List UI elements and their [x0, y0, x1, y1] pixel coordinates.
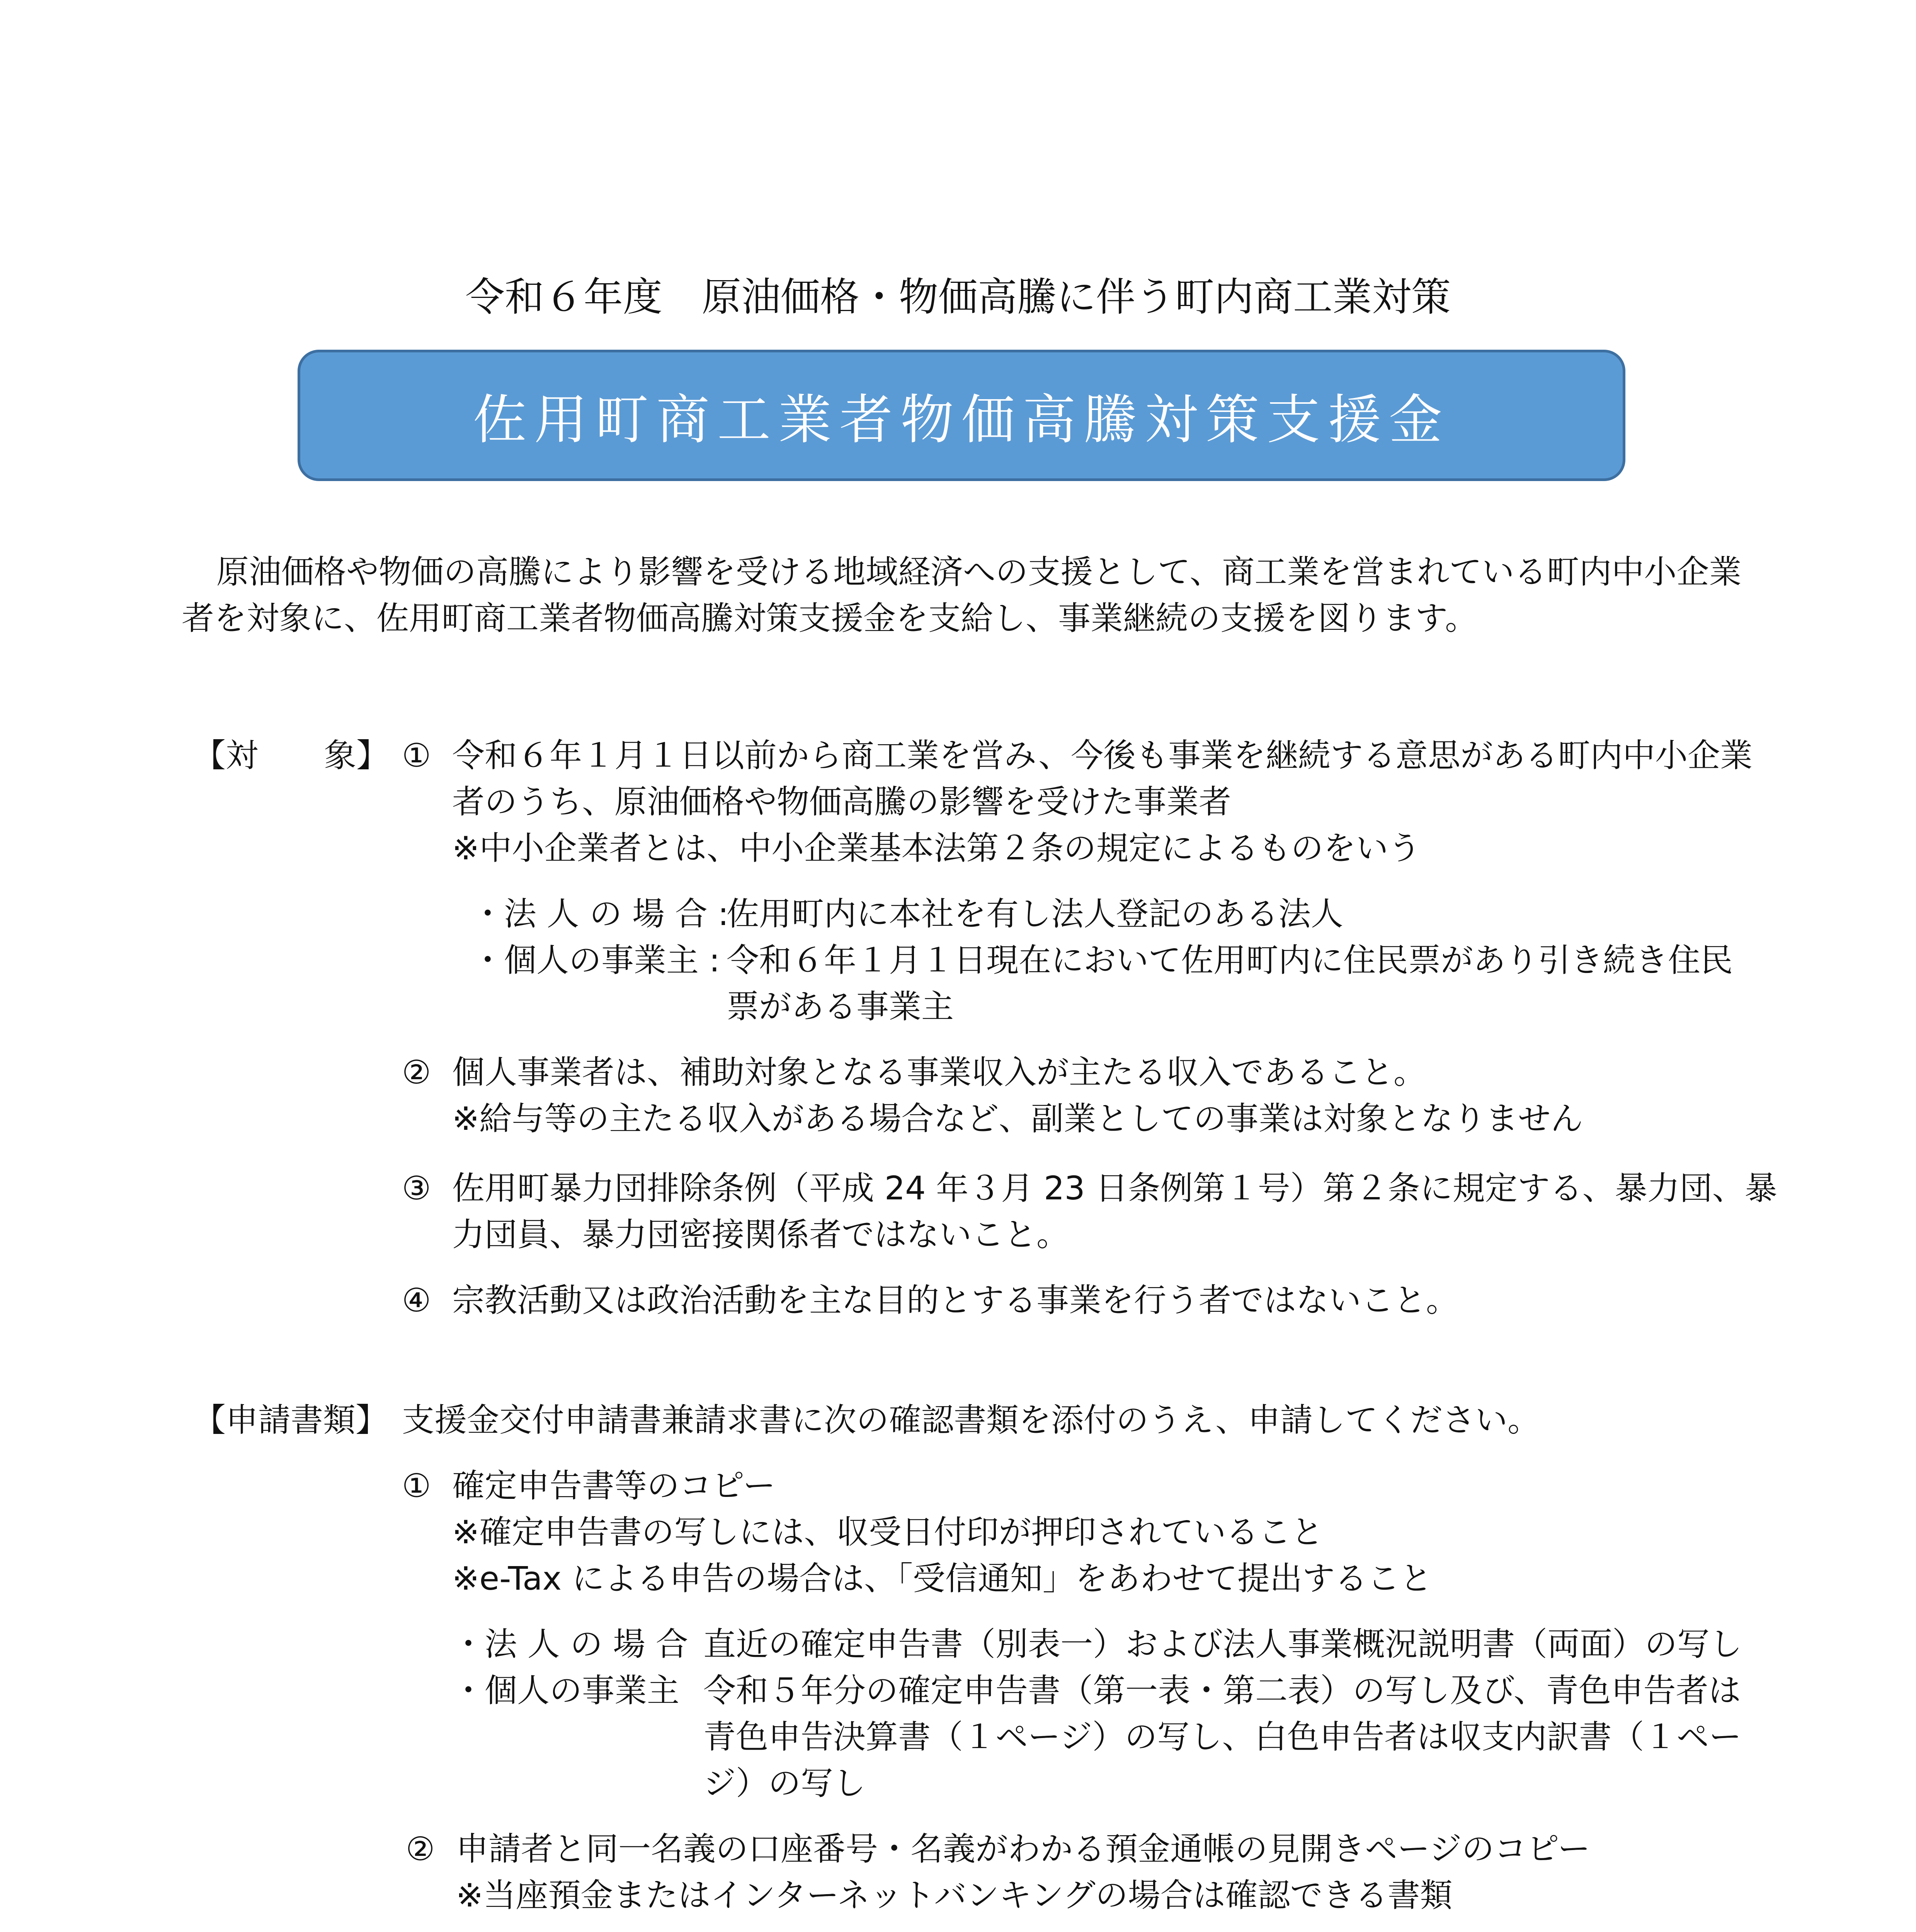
target-corp-label: ・法 人 の 場 合 : [471, 895, 729, 933]
intro-line-1: 原油価格や物価の高騰により影響を受ける地域経済への支援として、商工業を営まれている町内中小企業 [216, 553, 1742, 591]
target-label: 【対 象】 [193, 736, 389, 774]
documents-item1-note1: ※確定申告書の写しには、収受日付印が押印されていること [452, 1513, 1324, 1551]
documents-indiv-line1: 令和５年分の確定申告書（第一表・第二表）の写し及び、青色申告者は [703, 1672, 1741, 1709]
target-item3-num: ③ [402, 1169, 431, 1207]
target-indiv-line1: 令和６年１月１日現在において佐用町内に住民票があり引き続き住民 [727, 941, 1733, 979]
target-item1-note: ※中小企業者とは、中小企業基本法第２条の規定によるものをいう [452, 829, 1421, 867]
target-item3-line2: 力団員、暴力団密接関係者ではないこと。 [452, 1216, 1069, 1253]
documents-text: 支援金交付申請書兼請求書に次の確認書類を添付のうえ、申請してください。 [402, 1401, 1540, 1439]
target-item2-num: ② [402, 1053, 431, 1091]
documents-indiv-line2: 青色申告決算書（１ページ）の写し、白色申告者は収支内訳書（１ペー [703, 1718, 1742, 1756]
target-item2-line2: ※給与等の主たる収入がある場合など、副業としての事業は対象となりません [452, 1100, 1583, 1138]
target-item1-line2: 者のうち、原油価格や物価高騰の影響を受けた事業者 [452, 783, 1232, 821]
documents-indiv-label: ・個人の事業主 [452, 1672, 680, 1709]
target-item4-line1: 宗教活動又は政治活動を主な目的とする事業を行う者ではないこと。 [452, 1281, 1459, 1319]
documents-item1-line1: 確定申告書等のコピー [452, 1467, 776, 1505]
documents-item2-line1: 申請者と同一名義の口座番号・名義がわかる預金通帳の見開きページのコピー [456, 1830, 1590, 1868]
documents-item1-note2: ※e-Tax による申告の場合は、「受信通知」をあわせて提出すること [452, 1560, 1432, 1597]
target-item1-line1: 令和６年１月１日以前から商工業を営み、今後も事業を継続する意思がある町内中小企業 [452, 736, 1753, 774]
target-item2-line1: 個人事業者は、補助対象となる事業収入が主たる収入であること。 [452, 1053, 1426, 1091]
documents-item2-line2: ※当座預金またはインターネットバンキングの場合は確認できる書類 [456, 1876, 1453, 1914]
intro-line-2: 者を対象に、佐用町商工業者物価高騰対策支援金を支給し、事業継続の支援を図ります。 [182, 599, 1478, 637]
documents-corp-text: 直近の確定申告書（別表一）および法人事業概況説明書（両面）の写し [703, 1625, 1742, 1663]
documents-item2-num: ② [406, 1830, 435, 1868]
target-item4-num: ④ [402, 1281, 431, 1319]
documents-indiv-line3: ジ）の写し [703, 1764, 866, 1802]
target-indiv-line2: 票がある事業主 [727, 988, 954, 1026]
title-banner [298, 350, 1625, 481]
page-subtitle: 令和６年度 原油価格・物価高騰に伴う町内商工業対策 [465, 274, 1451, 320]
documents-corp-label: ・法 人 の 場 合 [452, 1625, 688, 1663]
target-indiv-label: ・個人の事業主 : [471, 941, 720, 979]
documents-item1-num: ① [402, 1467, 431, 1505]
target-item1-num: ① [402, 736, 431, 774]
documents-label: 【申請書類】 [193, 1401, 388, 1439]
target-item3-line1: 佐用町暴力団排除条例（平成 24 年３月 23 日条例第１号）第２条に規定する、暴力団、暴 [452, 1169, 1777, 1207]
target-corp-text: 佐用町内に本社を有し法人登記のある法人 [727, 895, 1344, 933]
page-title: 佐用町商工業者物価高騰対策支援金 [473, 389, 1450, 451]
